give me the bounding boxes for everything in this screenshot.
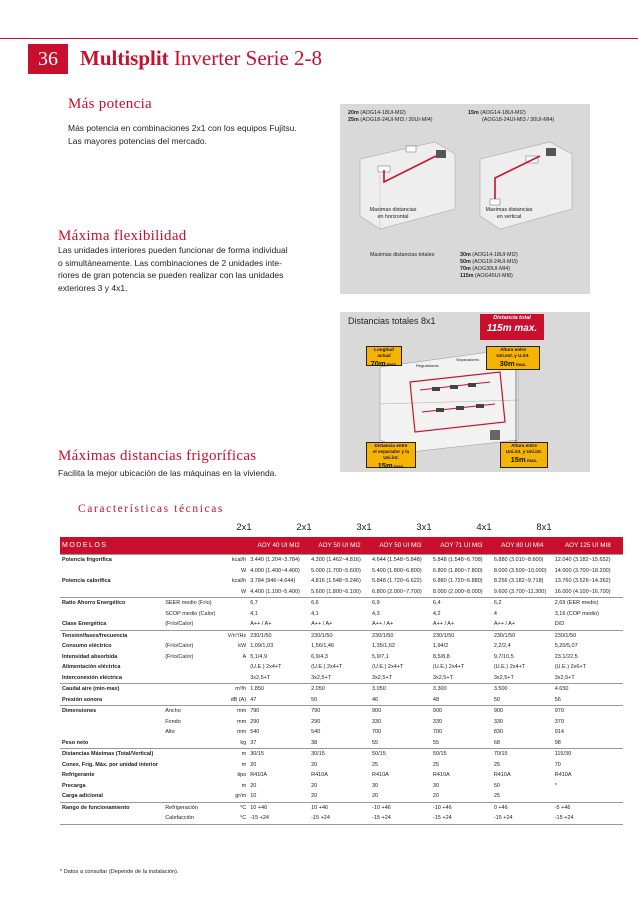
row-unit: W [240,588,247,595]
row-label: Consumo eléctrico [62,643,112,650]
table-cell: 5.848 (1.548~6.708) [431,555,492,566]
row-label: Potencia calorífica [62,578,111,585]
table-cell: 30/15 [248,749,309,760]
table-cell: -15 +24 [431,813,492,824]
table-cell: 3,16 (COP medio) [554,610,599,617]
table-cell: 6,4 [431,598,492,609]
table-cell: 6.880 (3.010~8.600) [492,555,553,566]
table-cell: 290 [250,718,260,725]
table-cell: 25 [493,761,500,768]
table-cell: 23,1/22,5 [554,653,578,660]
row-label: Distancias Máximas (Total/Vertical) [60,749,163,760]
table-cell: 790 [309,706,370,717]
row-sublabel [163,770,219,781]
table-row [60,555,623,566]
table-cell: 4 [493,610,497,617]
table-cell: 6,6 [309,598,370,609]
model-header: AOY 125 UI MI8 [553,537,623,555]
row-unit: mm [237,718,247,725]
row-sublabel [163,695,219,706]
table-cell: 700 [432,729,443,736]
table-cell: * [554,782,557,789]
table-cell: 970 [553,706,623,717]
height-outdoor-indoor-box: Altura entre Uni.ext. y U.int. 30m max. [486,346,540,370]
table-cell: 900 [370,706,431,717]
table-cell: 115/30 [553,749,623,760]
table-cell: 6.800 (1.800~7.800) [432,567,483,574]
separadores-label: Separadores [456,357,479,362]
table-cell: 1,56/1,46 [311,643,335,650]
table-cell: 4.816 (1.548~5.246) [311,578,361,585]
footnote: * Datos a consultar (Depende de la instalación). [60,869,179,875]
table-cell: 12.040 (3.182~15.652) [553,555,623,566]
table-cell: 5.600 (1.800~6.100) [311,588,361,595]
actual-length-box: Longitud actual 70m max. [366,346,402,366]
table-cell: 30 [432,782,440,789]
table-row [60,770,623,781]
table-cell: 2,2/2,4 [493,643,511,650]
mas-potencia-text: Más potencia en combinaciones 2x1 con los equipos Fujitsu. Las mayores potencias del mercado. [68,123,297,146]
table-cell: 10 +46 [309,802,370,813]
page-title [80,46,322,71]
table-cell: 4.400 (1.100~5.400) [250,588,300,595]
table-cell: 20 [372,793,379,800]
table-cell: 47 [250,696,257,703]
table-row [60,802,623,813]
indoor-height-box: Altura entre Uni.int. y Uni.int. 15m max. [500,442,548,468]
table-cell: 3.440 (1.204~3.784) [248,555,309,566]
table-cell: 50/15 [370,749,431,760]
config-label: 2x1 [236,522,252,533]
table-cell: (U.E.) 2x4+T [250,664,282,671]
table-cell: 1,35/1,62 [372,643,395,650]
row-label: Dimensiones [60,706,163,717]
table-cell: 55 [372,739,379,746]
table-cell: 4.650 [553,684,623,695]
table-cell: 50/15 [431,749,492,760]
row-sublabel [163,673,219,684]
table-cell: 13.760 (3.526~14.362) [554,578,611,585]
row-sublabel: Ancho [163,706,219,717]
row-label: Carga adicional [62,793,103,800]
table-cell: 8.000 (3.500~10.000) [493,567,547,574]
table-cell: 56 [554,696,561,703]
table-cell: 914 [554,729,564,736]
table-cell: 230/1/50 [492,630,553,641]
row-unit: m [241,782,247,789]
table-row [60,717,623,728]
table-cell: 46 [372,696,379,703]
table-cell: 3.050 [370,684,431,695]
table-row [60,727,623,738]
row-sublabel [163,587,219,598]
row-label: Alimentación eléctrica [62,664,121,671]
row-unit: V/n°/Hz [219,630,248,641]
table-cell: 5,1/4,9 [250,653,268,660]
table-cell: A++ / A+ [372,621,394,628]
table-row [60,695,623,706]
table-cell: 70/15 [492,749,553,760]
table-cell: 5.848 (1.720~6.622) [372,578,422,585]
row-sublabel: (Frío/Calor) [165,621,194,628]
row-sublabel [163,749,219,760]
table-cell: 830 [493,729,503,736]
row-unit: mm [237,729,247,736]
table-row [60,781,623,792]
table-cell: -15 +24 [492,813,553,824]
table-cell: 20 [432,793,440,800]
table-cell: 2,69 (EER medio) [553,598,623,609]
table-cell: (U.E.) 2x6+T [554,664,587,671]
row-label [60,587,163,598]
row-unit: gr/m [235,793,247,800]
table-cell: -15 +24 [248,813,309,824]
table-cell: -10 +46 [431,802,492,813]
table-cell: 6,9/4,3 [311,653,328,660]
table-cell: 30 [372,782,379,789]
table-cell: 3x2,5+T [250,674,271,681]
table-cell: 98 [554,739,561,746]
config-label: 3x1 [356,522,372,533]
table-cell: 230/1/50 [248,630,309,641]
row-sublabel: SCOP medio (Calor) [165,610,216,617]
table-cell: D/D [554,621,565,628]
table-cell: 330 [493,718,503,725]
table-cell: 6.880 (1.720~6.880) [432,578,483,585]
table-cell: 540 [311,729,321,736]
specs-title: Características técnicas [78,503,224,515]
distances-diagram-panel [340,104,590,294]
table-row [60,813,623,824]
row-sublabel [163,576,219,587]
table-cell: 20 [250,782,257,789]
row-sublabel [163,662,219,673]
table-row [60,630,623,641]
table-cell: -5 +46 [553,802,623,813]
table-cell: 6.800 (2.000~7.700) [372,588,422,595]
row-label: Precarga [62,782,86,789]
horizontal-distances-text: 20m (AOG14-18UI-MI2) 25m (AOG18-24UI-MI3 / 30UI-MI4) [348,110,433,123]
table-cell: 16.000 (4.100~16.700) [554,588,611,595]
table-row [60,598,623,609]
table-cell: 20 [311,793,318,800]
table-cell: 230/1/50 [309,630,370,641]
row-sublabel [163,738,219,749]
table-cell: 3x2,5+T [554,674,575,681]
table-row [60,673,623,684]
table-cell: 68 [493,739,500,746]
config-label: 3x1 [416,522,432,533]
row-label: Peso neto [62,739,89,746]
totals-list: 30m (AOG14-18UI-MI2) 50m (AOG18-24UI-MI3) 70m (AOG30UI-MI4) 115m (AOG45UI-MI8) [460,252,518,279]
table-cell: 1,94/2 [432,643,449,650]
table-cell: 4.644 (1.548~5.848) [370,555,431,566]
total-distance-badge: Distancia total 115m max. [480,314,544,340]
table-row [60,760,623,771]
table-cell: 2.050 [309,684,370,695]
model-header: AOY 50 UI MI2 [309,537,370,555]
table-cell: 6,2 [492,598,553,609]
row-unit: kW [238,643,247,650]
table-cell: 330 [372,718,382,725]
section-title-mas-potencia: Más potencia [68,96,152,112]
table-row [60,609,623,620]
table-row [60,684,623,695]
table-cell: 9,7/10,5 [493,653,514,660]
table-cell: 3.300 [431,684,492,695]
table-cell: 6,9 [370,598,431,609]
row-sublabel [163,781,219,792]
model-header: AOY 71 UI MI3 [431,537,492,555]
table-cell: 900 [431,706,492,717]
table-cell: 37 [250,739,257,746]
table-cell: 4,1 [250,610,258,617]
caption-horizontal: Maximas distancias en horizontal [369,207,417,220]
table-cell: 8.256 (3.182~9.718) [493,578,544,585]
table-cell: 3.500 [492,684,553,695]
section-title-maxima-flexibilidad: Máxima flexibilidad [58,228,187,244]
table-row [60,587,623,598]
row-label: Ratio Ahorro Energético [60,598,163,609]
row-unit: mm [219,706,248,717]
table-cell: (U.E.) 2x4+T [493,664,526,671]
table-cell: A++ / A+ [432,621,455,628]
row-sublabel [163,566,219,577]
totals-label: Maximas distancias totales [370,252,435,258]
table-cell: -15 +24 [553,813,623,824]
table-cell: 25 [493,793,500,800]
table-cell: A++ / A+ [493,621,516,628]
row-label [60,566,163,577]
table-cell: 50 [311,696,318,703]
table-cell: 8,5/8,8 [432,653,450,660]
model-header: AOY 50 UI MI3 [370,537,431,555]
table-cell: 55 [432,739,440,746]
table-row [60,576,623,587]
table-cell: 900 [492,706,553,717]
table-cell: A++ / A+ [250,621,272,628]
table-cell: 5,20/5,07 [554,643,578,650]
table-cell: 0 +46 [492,802,553,813]
table-cell: 25 [372,761,379,768]
row-label: Refrigerante [62,772,95,779]
table-row [60,749,623,760]
table-cell: 30/15 [309,749,370,760]
maximas-distancias-text: Facilita la mejor ubicación de las máquinas en la vivienda. [58,468,277,478]
row-label: Caudal aire (min-max) [60,684,163,695]
row-sublabel [163,555,219,566]
caption-vertical: Maximas distancias en vertical [485,207,533,220]
row-label: Intensidad absorbida [62,653,118,660]
section-title-maximas-distancias: Máximas distancias frigoríficas [58,448,257,464]
table-row [60,641,623,652]
specs-table [60,537,623,825]
row-unit: m [241,761,247,768]
row-unit [219,662,248,673]
table-cell: 4.000 (1.400~4.400) [250,567,300,574]
table-cell: 700 [372,729,382,736]
table-cell: A++ / A+ [311,621,333,628]
table-cell: 50 [493,696,500,703]
separator-distance-box: Distancia entre el separador y la Uni.int. 15m max. [366,442,416,468]
row-sublabel [163,791,219,802]
table-cell: 50 [493,782,500,789]
config-label: 8x1 [536,522,552,533]
row-unit [219,673,248,684]
table-cell: 5.400 (1.800~6.800) [372,567,422,574]
row-unit: tipo [237,772,247,779]
table-cell: 3.784 (946~4.644) [250,578,296,585]
table-cell: 25 [432,761,440,768]
table-cell: R410A [311,772,328,779]
title-rest: Inverter Serie 2-8 [168,46,323,70]
row-label [60,727,163,738]
table-cell: 3x2,5+T [372,674,393,681]
row-sublabel [163,760,219,771]
table-cell: 10 +46 [248,802,309,813]
table-cell [553,791,623,802]
row-unit: dB (A) [230,696,247,703]
maxima-flexibilidad-text: Las unidades interiores pueden funcionar de forma individual o simultáneamente. Las combinaciones de 2 unidades inte- riores de gran potencia se pueden realizar con las unidades exteriores 3 y 4x1. [58,245,288,293]
row-sublabel: Alto [165,729,175,736]
row-label: Conex. Frig. Máx. por unidad interior [62,761,158,768]
table-cell: 230/1/50 [553,630,623,641]
table-cell: (U.E.) 2x4+T [372,664,404,671]
distances-8x1-title: Distancias totales 8x1 [348,316,436,326]
table-cell: 1,09/1,03 [250,643,274,650]
page-number: 36 [28,44,68,74]
row-label [60,609,163,620]
table-cell: 4,2 [432,610,441,617]
table-cell: 370 [554,718,564,725]
table-row [60,738,623,749]
table-cell: (U.E.) 2x4+T [432,664,465,671]
model-header: AOY 80 UI MI4 [492,537,553,555]
config-label: 4x1 [476,522,492,533]
table-cell: 38 [311,739,318,746]
title-bold: Multisplit [80,46,169,70]
row-sublabel: SEER medio (Frío) [163,598,219,609]
row-unit: kcal/h [231,578,247,585]
vertical-distances-text: 15m (AOG14-18UI-MI2) (AOG18-24UI-MI3 / 30UI-MI4) [468,110,555,123]
table-cell: 5.000 (1.700~5.600) [311,567,361,574]
row-unit: kg [240,739,247,746]
row-unit: m³/h [219,684,248,695]
table-row [60,706,623,717]
table-cell: 3x2,5+T [311,674,332,681]
row-unit: °C [219,802,248,813]
row-unit [219,598,248,609]
row-unit [219,609,248,620]
table-cell: 290 [311,718,321,725]
table-cell: -10 +46 [370,802,431,813]
row-sublabel: Calefacción [163,813,219,824]
row-unit: kcal/h [219,555,248,566]
row-unit: A [242,653,247,660]
table-cell: R410A [432,772,450,779]
table-cell: 4,3 [372,610,380,617]
table-row [60,566,623,577]
table-cell: 6,7 [248,598,309,609]
table-cell: 3x2,5+T [493,674,514,681]
table-cell: 14.000 (3.700~18.200) [554,567,611,574]
table-cell: R410A [493,772,511,779]
table-cell: 5,9/7,1 [372,653,389,660]
row-label: Potencia frigorífica [60,555,163,566]
table-cell: 540 [250,729,260,736]
table-cell: 48 [432,696,440,703]
table-cell: 8.000 (2.000~8.000) [432,588,483,595]
row-label [60,717,163,728]
reguladores-label: Reguladores [416,363,439,368]
table-cell: 1.850 [248,684,309,695]
row-unit: m [219,749,248,760]
row-label: Tensión/fases/frecuencia [60,630,163,641]
table-row [60,791,623,802]
table-header-row [60,537,623,555]
row-label: Rango de funcionamiento [60,802,163,813]
table-cell: R410A [554,772,572,779]
distances-8x1-panel [340,312,590,472]
table-cell: 10 [250,793,257,800]
table-cell: 9.600 (3.700~11.300) [493,588,547,595]
row-sublabel: Refrigeración [163,802,219,813]
table-cell: 330 [432,718,443,725]
row-label: Clase Energética [62,621,107,628]
config-label: 2x1 [296,522,312,533]
row-label [60,813,163,824]
row-unit: W [240,567,247,574]
table-row [60,652,623,663]
table-row [60,662,623,673]
table-cell: 3x2,5+T [432,674,453,681]
table-cell: -15 +24 [370,813,431,824]
row-sublabel: (Frío/Calor) [165,653,194,660]
model-header: AOY 40 UI MI2 [248,537,309,555]
table-cell: R410A [250,772,268,779]
table-cell: -15 +24 [309,813,370,824]
table-cell: 4.300 (1.462~4.816) [309,555,370,566]
row-sublabel [163,684,219,695]
table-cell: 70 [554,761,561,768]
table-cell: 20 [311,782,318,789]
row-sublabel [163,630,219,641]
table-cell: 790 [248,706,309,717]
row-label: Interconexión eléctrica [62,674,122,681]
row-label: Presión sonora [62,696,103,703]
row-sublabel: Fondo [165,718,181,725]
row-unit [219,619,248,630]
models-header: MODELOS [60,537,248,555]
row-unit: °C [219,813,248,824]
table-cell: 230/1/50 [370,630,431,641]
row-sublabel: (Frío/Calor) [165,643,194,650]
table-row [60,619,623,630]
table-cell: R410A [372,772,389,779]
table-cell: 20 [311,761,318,768]
table-cell: (U.E.) 2x4+T [311,664,343,671]
table-cell: 4,1 [311,610,319,617]
table-cell: 20 [250,761,257,768]
table-cell: 230/1/50 [431,630,492,641]
